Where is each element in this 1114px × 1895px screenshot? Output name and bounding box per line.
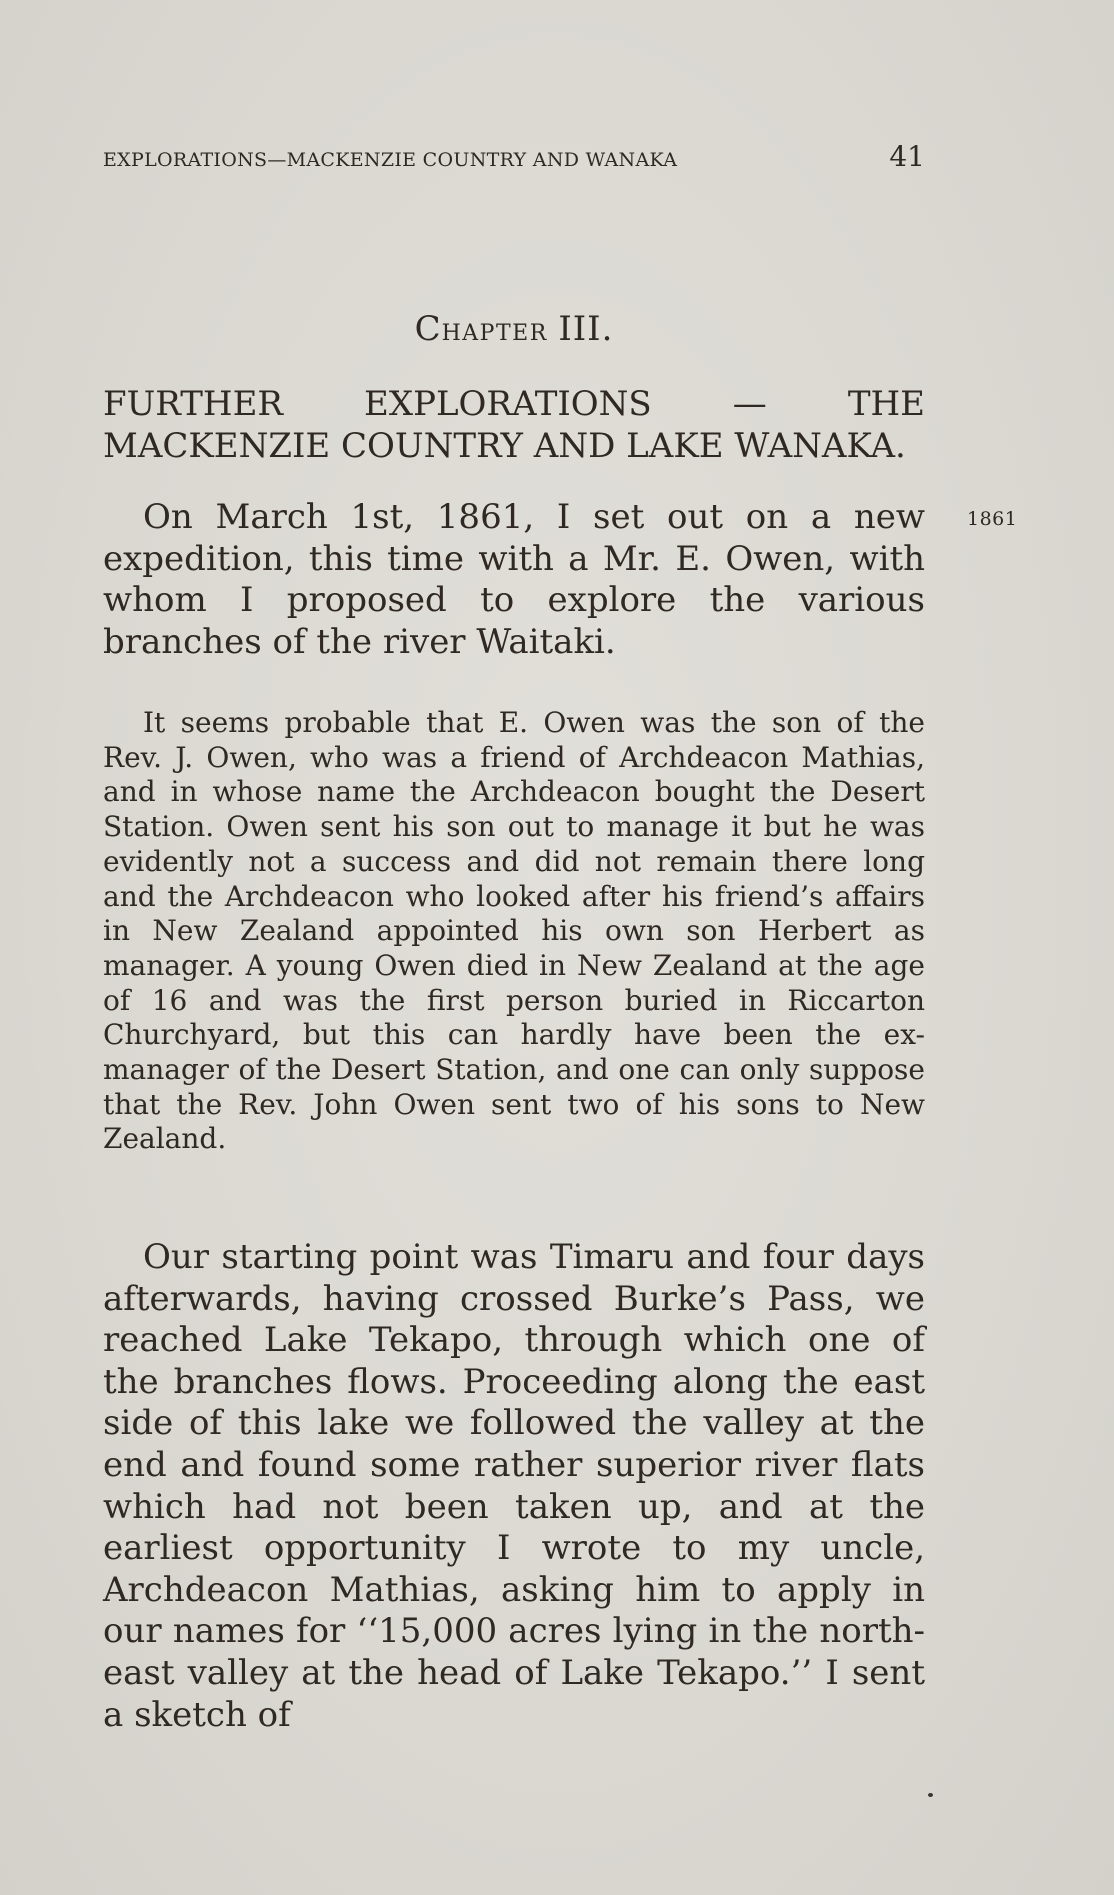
page-number: 41 bbox=[889, 140, 925, 173]
paragraph-opening: On March 1st, 1861, I set out on a new expedition, this time with a Mr. E. Owen, with whom I proposed to explore the various branches of the river Waitaki. bbox=[103, 497, 925, 662]
paper-speck bbox=[928, 1793, 933, 1797]
chapter-label bbox=[103, 309, 925, 349]
running-head bbox=[103, 140, 925, 173]
chapter-label-number: III. bbox=[558, 309, 614, 349]
chapter-title: FURTHER EXPLORATIONS — THE MACKENZIE COUNTRY AND LAKE WANAKA. bbox=[103, 384, 925, 466]
chapter-label-initial: C bbox=[414, 309, 442, 349]
margin-year-note: 1861 bbox=[967, 508, 1018, 530]
chapter-label-word: HAPTER bbox=[441, 321, 548, 346]
paragraph-footnote-commentary: It seems probable that E. Owen was the son of the Rev. J. Owen, who was a friend of Archdeacon Mathias, and in whose name the Archdeacon bought the Desert Station. Owen sent his son out to manage it but he was evidently not a success and did not remain there long and the Archdeacon who looked after his friend’s affairs in New Zealand appointed his own son Herbert as manager. A young Owen died in New Zealand at the age of 16 and was the first person buried in Riccarton Churchyard, but this can hardly have been the ex-manager of the Desert Station, and one can only suppose that the Rev. John Owen sent two of his sons to New Zealand. bbox=[103, 706, 925, 1156]
running-title: EXPLORATIONS—MACKENZIE COUNTRY AND WANAKA bbox=[103, 149, 678, 171]
paragraph-narrative: Our starting point was Timaru and four days afterwards, having crossed Burke’s Pass, we reached Lake Tekapo, through which one of the branches flows. Proceeding along the east side of this lake we followed the valley at the end and found some rather superior river flats which had not been taken up, and at the earliest opportunity I wrote to my uncle, Archdeacon Mathias, asking him to apply in our names for ‘‘15,000 acres lying in the north-east valley at the head of Lake Tekapo.’’ I sent a sketch of bbox=[103, 1237, 925, 1735]
